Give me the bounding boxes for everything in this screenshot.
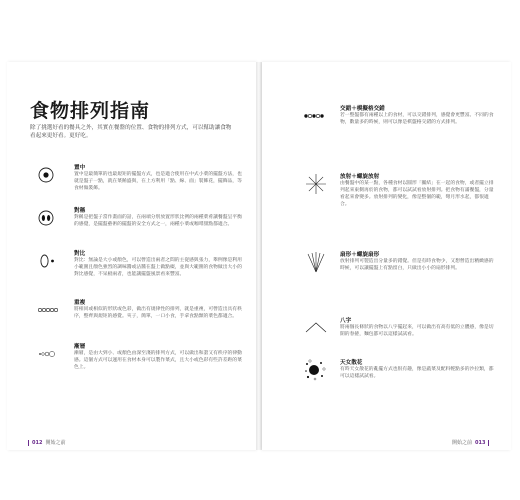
entry-body: 將兩個長條狀的食物以八字擺起來，可以做出有高有低的立體感，像是切開的春捲，麵包都可以這樣試試看。 bbox=[340, 325, 494, 337]
entry-body: 對稱是把盤子當作畫面的話，在兩端分別放置形狀比例的兩種菜肴讓餐盤呈平衡的感覺，是擺盤藝術的擺盤的安全方式之一，兩種小菜或咖啡甜點都適合。 bbox=[74, 215, 242, 227]
entry-title: 重複 bbox=[74, 300, 86, 306]
page-title: 食物排列指南 bbox=[30, 100, 151, 122]
intro-text: 除了挑選好看的餐具之外，其實在餐盤的位置、食物的排列方式，可以幫助讓食物看起來更好看。更好吃。 bbox=[30, 125, 232, 139]
entry-title: 扇形＋螺旋扇形 bbox=[340, 252, 380, 258]
entry-title: 對比 bbox=[74, 251, 86, 257]
entry-title: 置中 bbox=[74, 165, 86, 171]
fan-lines-icon bbox=[304, 250, 328, 274]
entry-body: 有時天女散花的亂擺方式也很有趣，像是蔬菜及配料輕點多的沙拉類，都可以這樣試試看。 bbox=[340, 367, 494, 379]
alternate-dots-icon bbox=[304, 104, 328, 128]
entry-title: 漸層 bbox=[74, 344, 86, 350]
folio-bar bbox=[488, 440, 489, 446]
radial-lines-icon bbox=[304, 172, 328, 196]
entry-title: 八字 bbox=[340, 318, 352, 324]
folio-label: 開始之前 bbox=[452, 440, 473, 446]
entry-body: 漸層，是由大到小、或顏色由深至淺的排列方式，可以做出和諧又有秩序的律動感。這個方式可以運用在食材本身可以製作菜式，且大小或色彩有些許差距的菜色上。 bbox=[74, 351, 242, 370]
contrast-shapes-icon bbox=[38, 249, 62, 273]
folio-right bbox=[452, 439, 489, 446]
entry-title: 天女散花 bbox=[340, 360, 363, 366]
symmetric-shapes-icon bbox=[38, 206, 62, 230]
centered-dot-icon bbox=[38, 163, 62, 187]
folio-bar bbox=[28, 440, 29, 446]
folio-left bbox=[28, 439, 65, 446]
gradient-circles-icon bbox=[38, 342, 62, 366]
scattered-dots-icon bbox=[304, 358, 328, 382]
entry-title: 交錯＋模擬格交錯 bbox=[340, 106, 385, 112]
repeat-circles-icon bbox=[38, 298, 62, 322]
entry-title: 放射＋螺旋放射 bbox=[340, 174, 380, 180]
eight-shape-icon bbox=[304, 316, 328, 340]
entry-body: 由餐盤中的某一點，各種食材以圓形「團結」在一起的食物，或者擺立排列起來東側再於的食物，都可以試試看放射排列。把食物有滿餐盤，分量看起來會變多。放射排列的變化，像是整個的範，彎月形水起，都很適合。 bbox=[340, 181, 494, 207]
entry-body: 將相同或相似的形狀或色彩，做出有規律性的排列，就是重複，可營造出具有秩序，整齊與規矩的感覺。夾子，簡單，一口小食，手拿食點類的菜色都適合。 bbox=[74, 307, 242, 319]
entry-title: 對稱 bbox=[74, 208, 86, 214]
page-number: 013 bbox=[475, 440, 486, 446]
entry-body: 對比：無論是大小或顏色，可以營造出兩者之間的主從感與張力，舉例像是利用小範圍且顏色強烈的調味醬或沾醬在盤上做點綴，並與大範圍的食物做出大小的對比感覺，不呆板兩者，也能讓擺盤風景看來豐富。 bbox=[74, 258, 242, 277]
page-number: 012 bbox=[32, 440, 43, 446]
entry-body: 置中是最簡單的也最規矩的擺盤方式，也是適合使用在中式小菜的擺盤方法，也就是盤子一點，就在菜餚盛與，在上方利用「點、線、面」裝飾花，擺飾品，等食材做裝飾。 bbox=[74, 172, 242, 191]
entry-body: 放射排列可製造出分量多的錯覺。但是有時食物少，又想營造出精緻感的時候，可以讓擺盤上有點留白，只做出小小的扇形排列。 bbox=[340, 259, 494, 271]
folio-label: 開始之前 bbox=[45, 440, 66, 446]
entry-body: 若一整盤都有兩種以上的食材，可以交錯排列，感覺會更豐富。不同的食物，數量多的時候，則可以像是棋盤格交錯的方式排列。 bbox=[340, 113, 494, 125]
